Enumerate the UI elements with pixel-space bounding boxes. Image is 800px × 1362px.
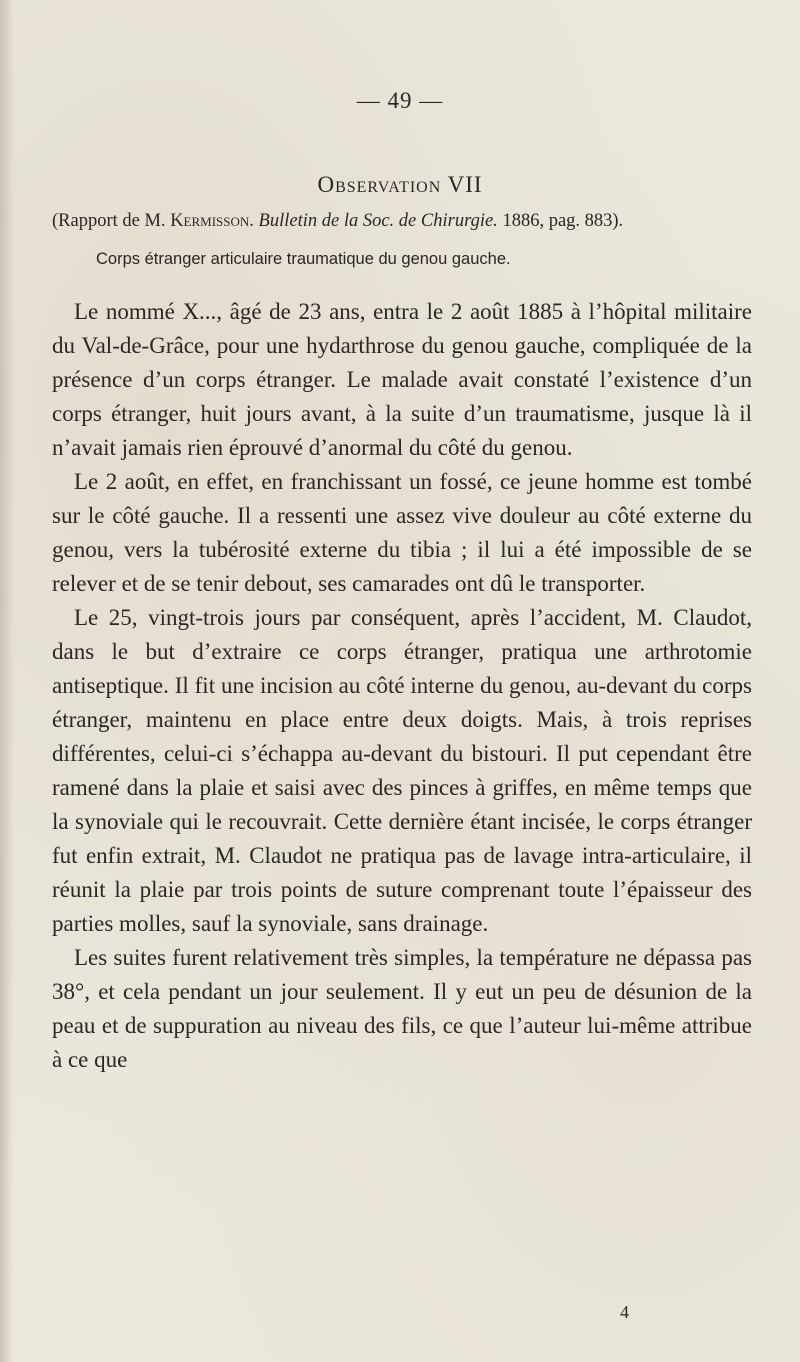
body-text — [52, 295, 752, 1077]
reference-line — [52, 211, 760, 232]
observation-title: Observation VII — [317, 172, 483, 197]
reference-author: Kermisson — [170, 211, 250, 231]
paragraph: Le nommé X..., âgé de 23 ans, entra le 2 août 1885 à l’hôpital militaire du Val-de-Grâce, pour une hydarthrose du genou gauche, compliquée de la présence d’un corps étranger. Le malade avait constaté l’existence d’un corps étranger, huit jours avant, à la suite d’un traumatisme, jusque là il n’avait jamais rien éprouvé d’anormal du côté du genou. — [52, 299, 752, 460]
reference-prefix: (Rapport de M. — [52, 211, 171, 231]
signature-mark: 4 — [620, 1302, 629, 1322]
reference-journal: Bulletin de la Soc. de Chirurgie. — [258, 211, 498, 231]
case-subtitle: Corps étranger articulaire traumatique du genou gauche. — [96, 250, 511, 268]
reference-separator: . — [249, 211, 259, 231]
paragraph: Les suites furent relativement très simples, la température ne dépassa pas 38°, et cela pendant un jour seulement. Il y eut un peu de désunion de la peau et de suppuration au niveau des fils, ce que l’auteur lui-même attribue à ce que — [52, 945, 752, 1072]
paragraph: Le 2 août, en effet, en franchissant un fossé, ce jeune homme est tombé sur le côté gauche. Il a ressenti une assez vive douleur au côté externe du genou, vers la tubérosité externe du tibia ; il lui a été impossible de se relever et de se tenir debout, ses camarades ont dû le transporter. — [52, 469, 752, 596]
page-number: — 49 — — [356, 88, 444, 113]
page-edge-shadow — [0, 0, 14, 1362]
reference-suffix: 1886, pag. 883). — [497, 211, 624, 231]
paragraph: Le 25, vingt-trois jours par conséquent, après l’accident, M. Claudot, dans le but d’extraire ce corps étranger, pratiqua une arthrotomie antiseptique. Il fit une incision au côté interne du genou, au-devant du corps étranger, maintenu en place entre deux doigts. Mais, à trois reprises différentes, celui-ci s’échappa au-devant du bistouri. Il put cependant être ramené dans la plaie et saisi avec des pinces à griffes, en même temps que la synoviale qui le recouvrait. Cette dernière étant incisée, le corps étranger fut enfin extrait, M. Claudot ne pratiqua pas de lavage intra-articulaire, il réunit la plaie par trois points de suture comprenant toute l’épaisseur des parties molles, sauf la synoviale, sans drainage. — [52, 605, 752, 936]
